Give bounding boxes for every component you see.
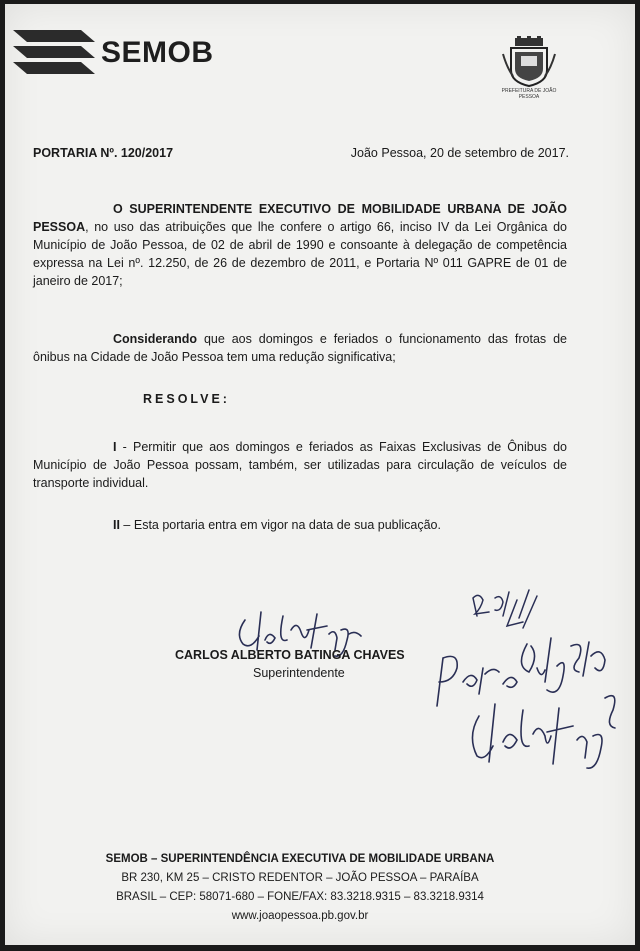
considerando-bold: Considerando xyxy=(113,332,198,346)
article-2 xyxy=(33,516,567,534)
coat-of-arms-icon xyxy=(501,36,557,88)
article-2-numeral: II xyxy=(113,518,120,532)
article-1 xyxy=(33,438,567,492)
document-page xyxy=(5,4,635,945)
article-2-text: – Esta portaria entra em vigor na data de sua publicação. xyxy=(119,518,441,532)
considerando-paragraph xyxy=(33,330,567,366)
footer-address: BR 230, KM 25 – CRISTO REDENTOR – JOÃO PESSOA – PARAÍBA xyxy=(121,872,479,884)
signatory-name: CARLOS ALBERTO BATINGA CHAVES xyxy=(175,648,405,662)
article-1-numeral: I xyxy=(113,440,117,454)
preamble-text: , no uso das atribuições que lhe confere o artigo 66, inciso IV da Lei Orgânica do Município de João Pessoa, de 02 de abril de 1990 e consoante à delegação de competência expressa na Lei nº. 12.250, de 26 de dezembro de 2011, e Portaria Nº 011 GAPRE de 01 de janeiro de 2017; xyxy=(33,220,567,288)
handwritten-annotation xyxy=(419,586,629,776)
semob-logo xyxy=(11,22,241,82)
dateline: João Pessoa, 20 de setembro de 2017. xyxy=(350,146,569,160)
semob-logo-mark-icon xyxy=(11,22,103,82)
city-crest xyxy=(501,36,557,98)
considerando-text: que aos domingos e feriados o funcionamento das frotas de ônibus na Cidade de João Pessoa tem uma redução significativa; xyxy=(33,332,567,364)
footer-contact: BRASIL – CEP: 58071-680 – FONE/FAX: 83.3218.9315 – 83.3218.9314 xyxy=(116,891,484,903)
portaria-number: PORTARIA Nº. 120/2017 xyxy=(33,146,174,160)
preamble-bold: O SUPERINTENDENTE EXECUTIVO DE MOBILIDADE URBANA DE JOÃO PESSOA xyxy=(33,202,567,234)
footer-org-name: SEMOB – SUPERINTENDÊNCIA EXECUTIVA DE MOBILIDADE URBANA xyxy=(105,853,495,865)
page-footer xyxy=(65,850,535,926)
crest-caption: PREFEITURA DE JOÃO PESSOA xyxy=(501,88,557,100)
article-1-text: - Permitir que aos domingos e feriados as Faixas Exclusivas de Ônibus do Município de João Pessoa possam, também, ser utilizadas para circulação de veículos de transporte individual. xyxy=(33,440,567,490)
footer-website: www.joaopessoa.pb.gov.br xyxy=(231,910,369,922)
resolve-heading: RESOLVE: xyxy=(143,392,230,406)
signatory-role: Superintendente xyxy=(253,666,345,680)
preamble-paragraph xyxy=(33,200,567,290)
logo-text: SEMOB xyxy=(101,36,214,69)
